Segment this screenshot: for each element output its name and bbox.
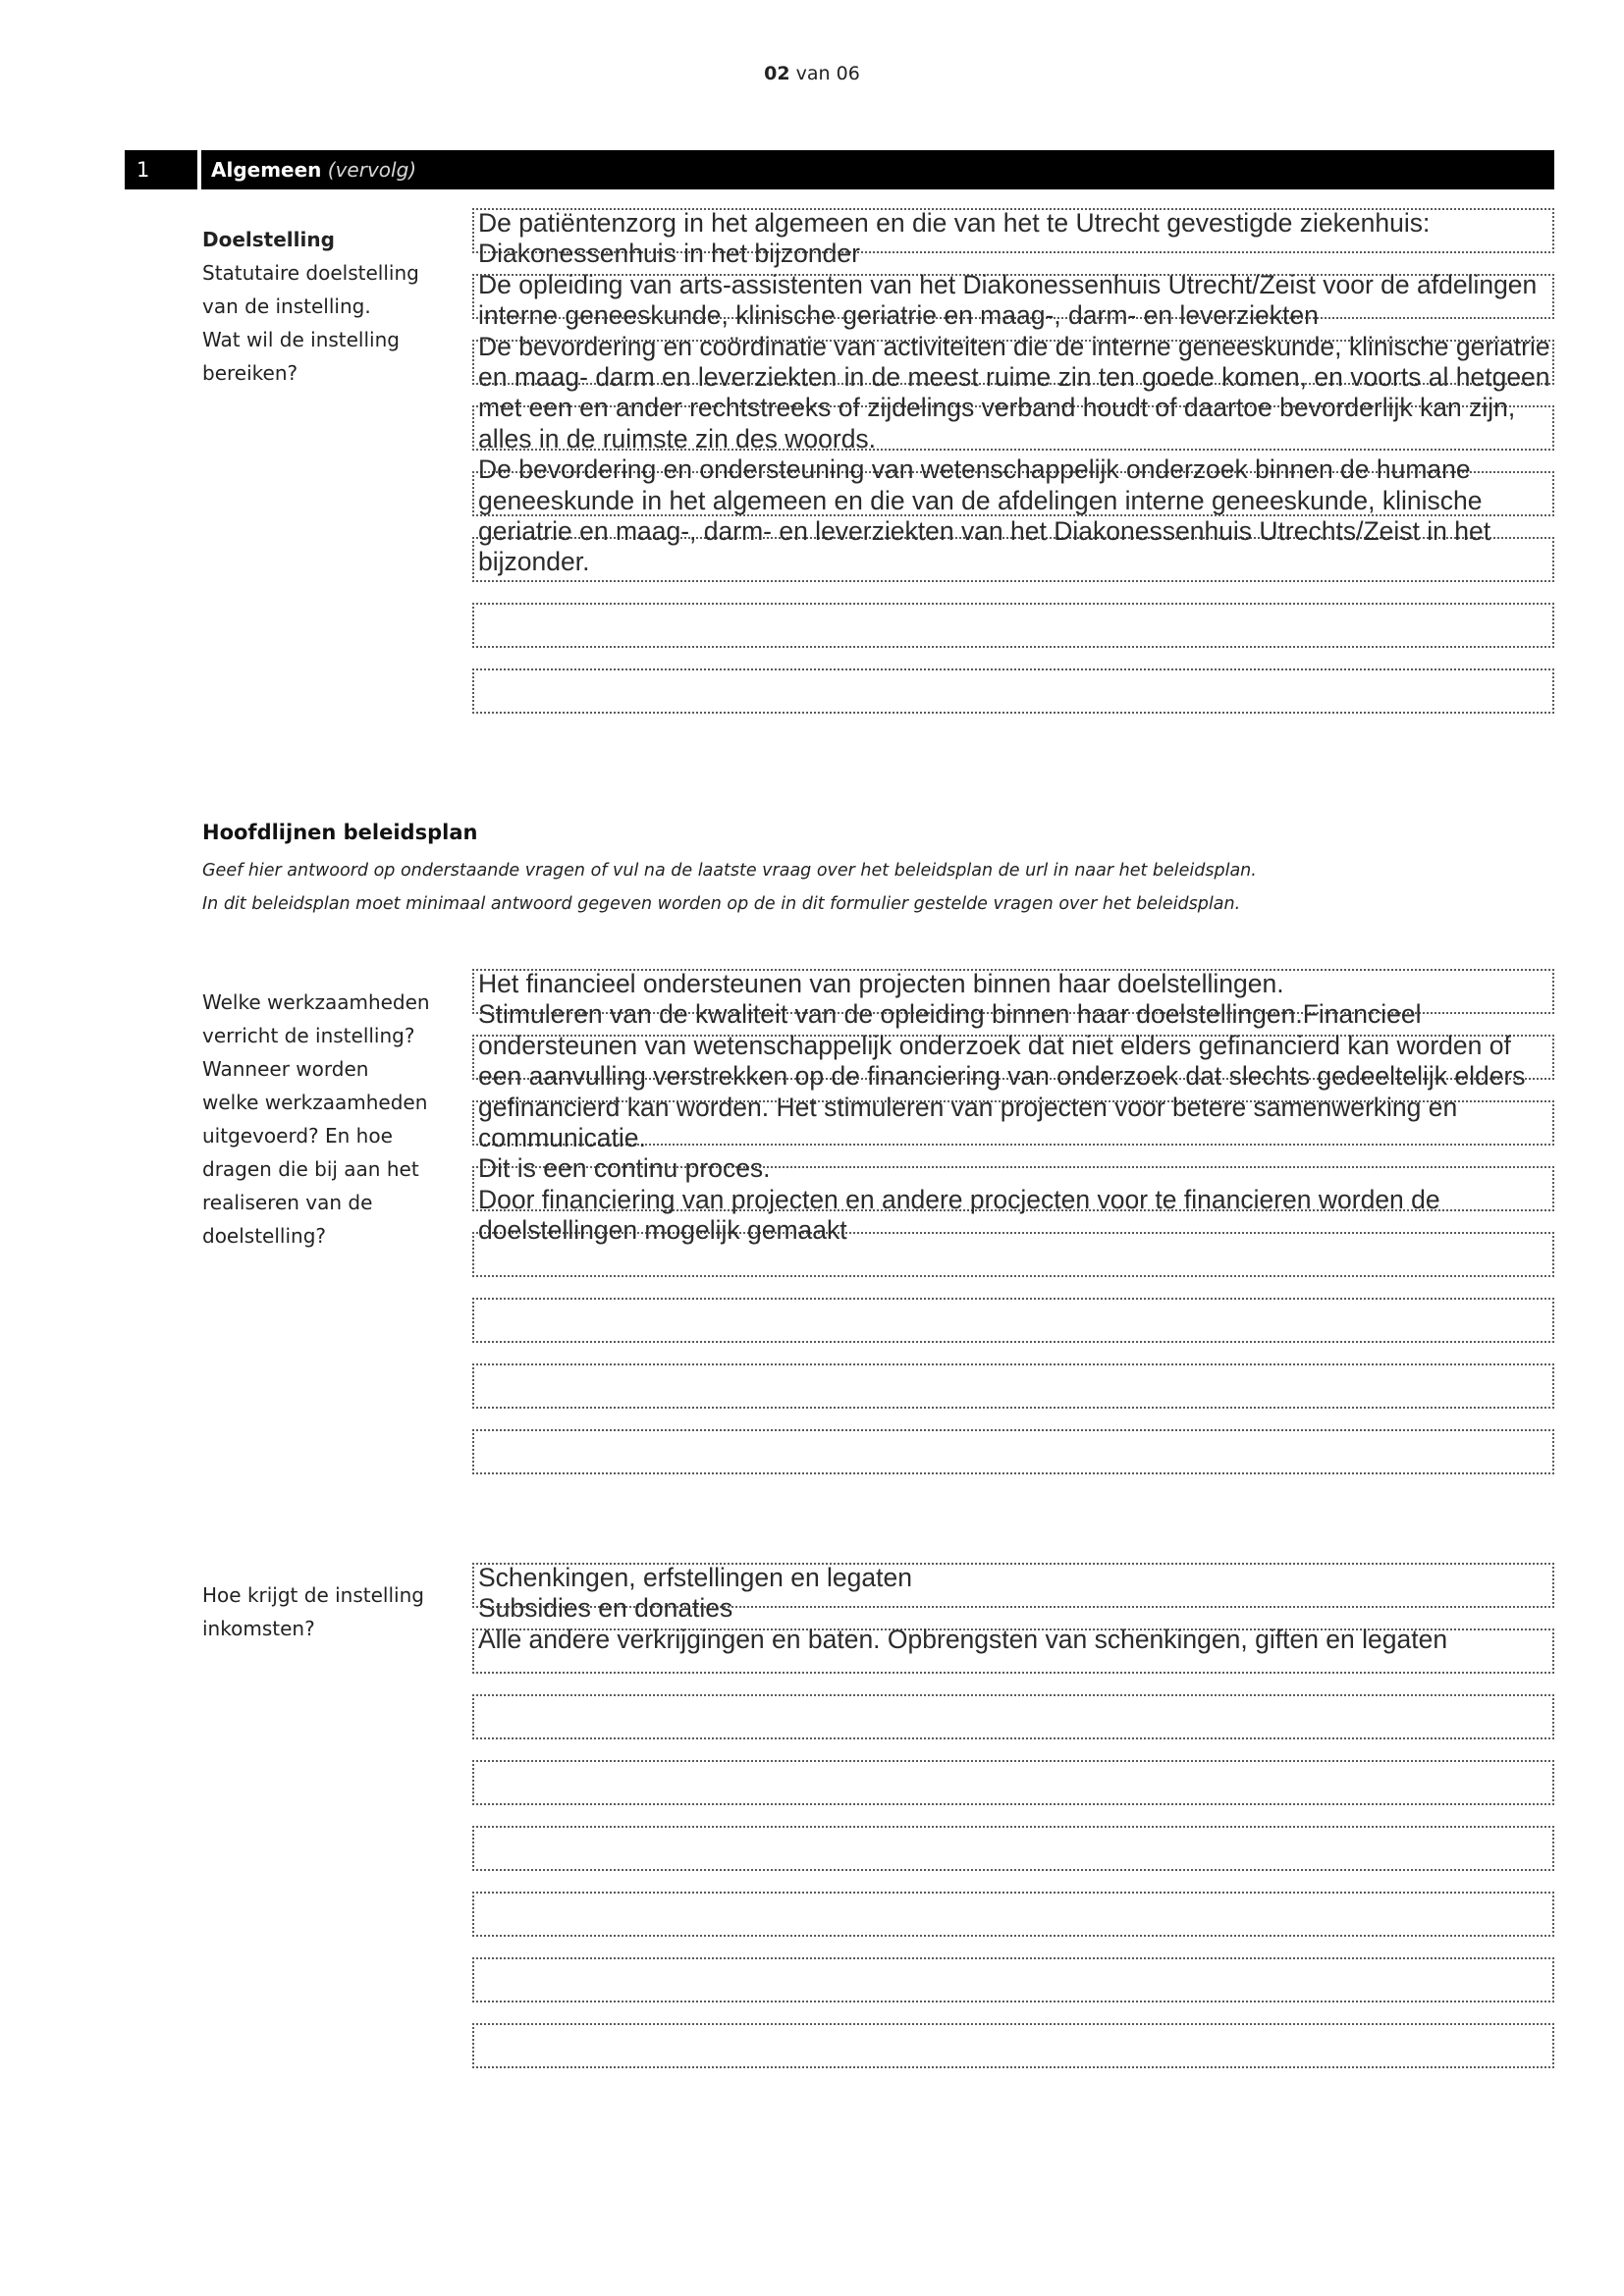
field-line (472, 2023, 1554, 2068)
doelstelling-label-line: van de instelling. (202, 294, 371, 318)
field-line (472, 668, 1554, 714)
werkzaamheden-label-line: verricht de instelling? (202, 1024, 415, 1047)
field-line (472, 1826, 1554, 1871)
beleidsplan-intro (202, 854, 1479, 921)
werkzaamheden-label (202, 986, 438, 1253)
werkzaamheden-label-line: realiseren van de (202, 1191, 373, 1214)
field-line (472, 1892, 1554, 1937)
doelstelling-label-line: Statutaire doelstelling (202, 261, 419, 285)
doelstelling-label-line: Wat wil de instelling (202, 328, 400, 351)
doelstelling-label-line: bereiken? (202, 361, 298, 385)
werkzaamheden-label-line: uitgevoerd? En hoe (202, 1124, 393, 1148)
doelstelling-title: Doelstelling (202, 228, 335, 251)
werkzaamheden-label-line: Welke werkzaamheden (202, 990, 430, 1014)
doelstelling-label (202, 223, 438, 390)
beleidsplan-intro-line: Geef hier antwoord op onderstaande vragen of vul na de laatste vraag over het beleidsplan de url in naar het beleidsplan. (202, 861, 1257, 881)
werkzaamheden-label-line: doelstelling? (202, 1224, 327, 1248)
doelstelling-answer[interactable]: De patiëntenzorg in het algemeen en die van het te Utrecht gevestigde ziekenhuis: Diakonessenhuis in het bijzonder De opleiding van arts-assistenten van het Diakonessenhuis Utrecht/Zeist voor de afdelingen interne geneeskunde, klinische geriatrie en maag-, darm- en leverziekten De bevordering en coördinatie van activiteiten die de interne geneeskunde, klinische geriatrie en maag- darm en leverziekten in de meest ruime zin ten goede komen, en voorts al hetgeen met een en ander rechtstreeks of zijdelings verband houdt of daartoe bevorderlijk kan zijn, alles in de ruimste zin des woords. De bevordering en ondersteuning van wetenschappelijk onderzoek binnen de humane geneeskunde in het algemeen en die van de afdelingen interne geneeskunde, klinische geriatrie en maag-, darm- en leverziekten van het Diakonessenhuis Utrechts/Zeist in het bijzonder. (478, 208, 1550, 577)
field-line (472, 1694, 1554, 1739)
werkzaamheden-answer[interactable]: Het financieel ondersteunen van projecten binnen haar doelstellingen. Stimuleren van de kwaliteit van de opleiding binnen haar doelstellingen.Financieel ondersteunen van wetenschappelijk onderzoek dat niet elders gefinancierd kan worden of een aanvulling verstrekken op de financiering van onderzoek dat slechts gedeeltelijk elders gefinancierd kan worden. Het stimuleren van projecten voor betere samenwerking en communicatie. Dit is een continu proces. Door financiering van projecten en andere procjecten voor te financieren worden de doelstellingen mogelijk gemaakt (478, 969, 1526, 1246)
beleidsplan-title: Hoofdlijnen beleidsplan (202, 821, 478, 844)
page-number: 02 van 06 (764, 63, 860, 84)
inkomsten-answer[interactable]: Schenkingen, erfstellingen en legaten Subsidies en donaties Alle andere verkrijgingen en baten. Opbrengsten van schenkingen, giften en legaten (478, 1563, 1448, 1654)
field-line (472, 1363, 1554, 1409)
beleidsplan-intro-line: In dit beleidsplan moet minimaal antwoord gegeven worden op de in dit formulier gestelde vragen over het beleidsplan. (202, 894, 1241, 914)
werkzaamheden-field[interactable] (472, 969, 1554, 1479)
field-line (472, 1429, 1554, 1474)
werkzaamheden-label-line: Wanneer worden (202, 1057, 369, 1081)
inkomsten-field[interactable] (472, 1563, 1554, 2073)
field-line (472, 1957, 1554, 2002)
werkzaamheden-label-line: dragen die bij aan het (202, 1157, 419, 1181)
inkomsten-label-line: inkomsten? (202, 1617, 315, 1640)
werkzaamheden-label-line: welke werkzaamheden (202, 1091, 428, 1114)
inkomsten-label-line: Hoe krijgt de instelling (202, 1583, 424, 1607)
field-line (472, 1760, 1554, 1805)
section-title: Algemeen (vervolg) (201, 150, 1554, 189)
field-line (472, 1298, 1554, 1343)
section-number: 1 (125, 150, 197, 189)
section-header (125, 150, 1554, 189)
inkomsten-label (202, 1578, 438, 1645)
doelstelling-field[interactable] (472, 208, 1554, 719)
field-line (472, 603, 1554, 648)
